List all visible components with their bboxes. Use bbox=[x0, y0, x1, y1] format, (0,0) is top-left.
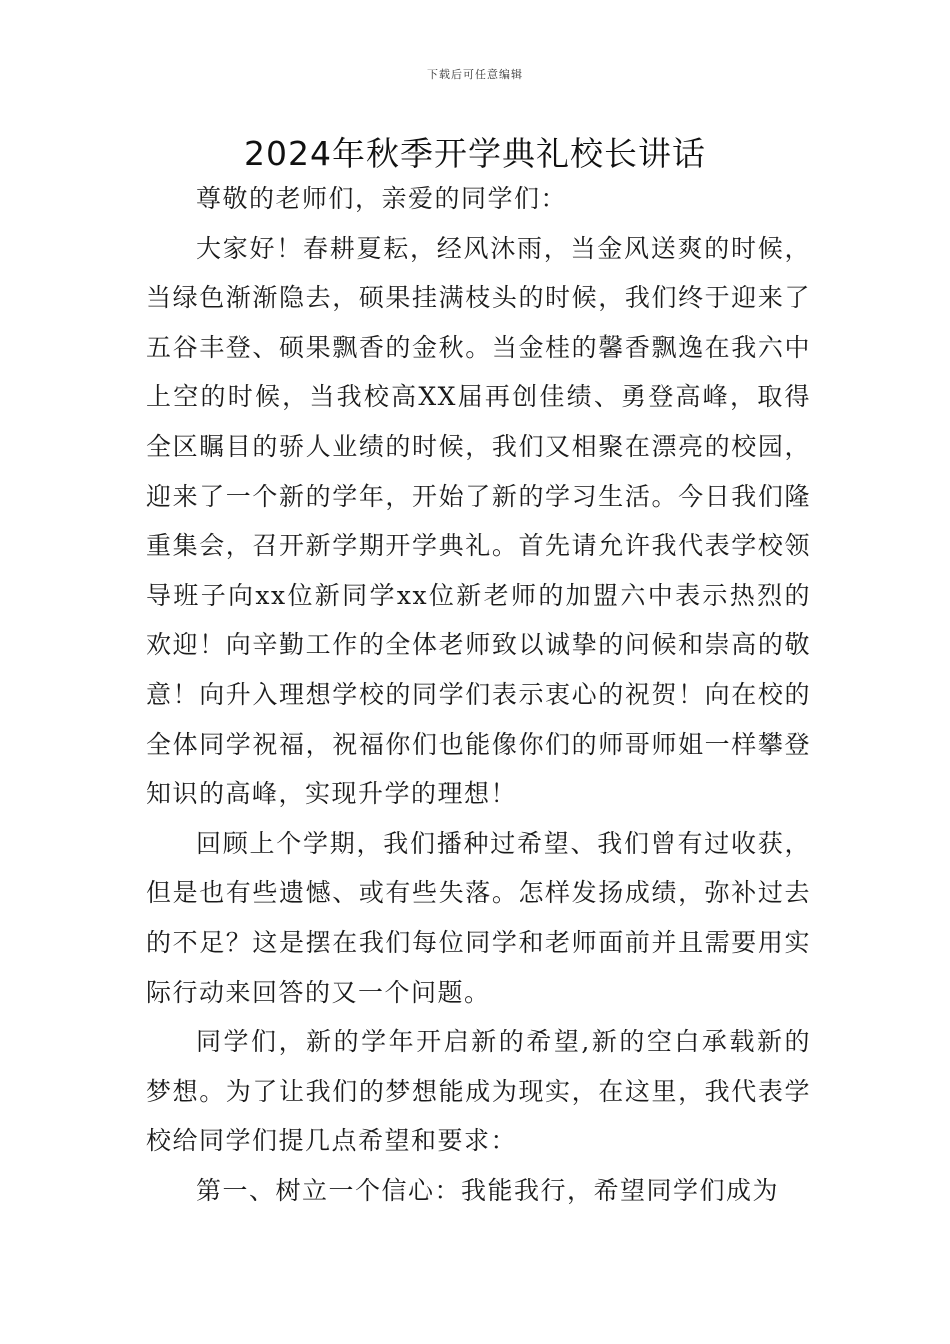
body-paragraph: 同学们，新的学年开启新的希望,新的空白承载新的梦想。为了让我们的梦想能成为现实，在这里，我代表学校给同学们提几点希望和要求： bbox=[146, 1027, 811, 1156]
header-note: 下载后可任意编辑 bbox=[427, 68, 523, 81]
body-paragraph: 大家好！春耕夏耘，经风沐雨，当金风送爽的时候，当绿色渐渐隐去，硕果挂满枝头的时候，我们终于迎来了五谷丰登、硕果飘香的金秋。当金桂的馨香飘逸在我六中上空的时候，当我校高XX届再创佳绩、勇登高峰，取得全区瞩目的骄人业绩的时候，我们又相聚在漂亮的校园，迎来了一个新的学年，开始了新的学习生活。今日我们隆重集会，召开新学期开学典礼。首先请允许我代表学校领导班子向xx位新同学xx位新老师的加盟六中表示热烈的欢迎！向辛勤工作的全体老师致以诚挚的问候和崇高的敬意！向升入理想学校的同学们表示衷心的祝贺！向在校的全体同学祝福，祝福你们也能像你们的师哥师姐一样攀登知识的高峰，实现升学的理想！ bbox=[146, 233, 811, 809]
body-paragraph: 第一、树立一个信心：我能我行，希望同学们成为 bbox=[196, 1175, 780, 1205]
salutation-paragraph: 尊敬的老师们，亲爱的同学们： bbox=[196, 184, 568, 213]
body-paragraph: 回顾上个学期，我们播种过希望、我们曾有过收获，但是也有些遗憾、或有些失落。怎样发扬成绩，弥补过去的不足？这是摆在我们每位同学和老师面前并且需要用实际行动来回答的又一个问题。 bbox=[146, 828, 811, 1007]
document-body bbox=[146, 174, 811, 1215]
document-title: 2024年秋季开学典礼校长讲话 bbox=[244, 134, 706, 173]
